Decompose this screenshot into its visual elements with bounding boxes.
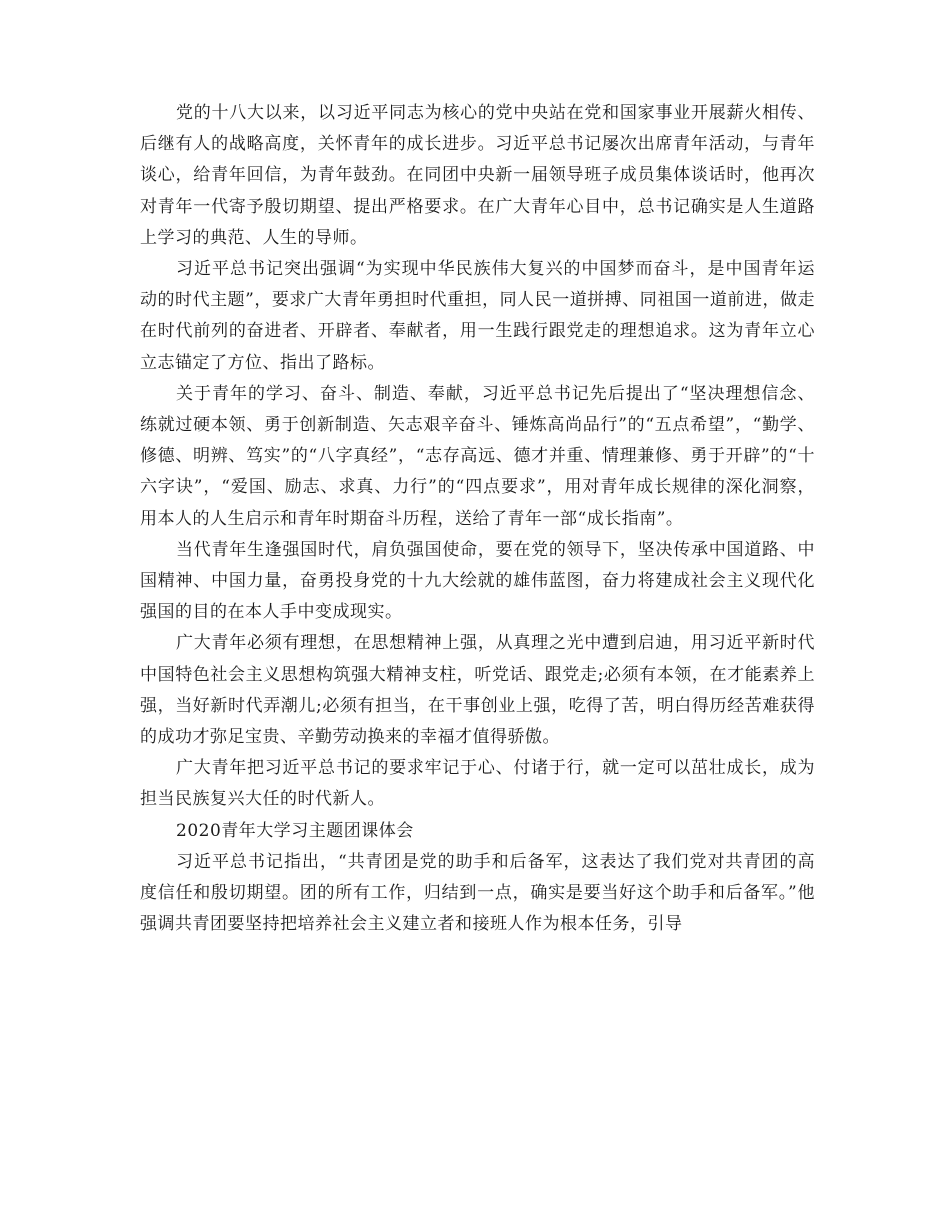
paragraph: 关于青年的学习、奋斗、制造、奉献，习近平总书记先后提出了“坚决理想信念、练就过硬本领、勇于创新制造、矢志艰辛奋斗、锤炼高尚品行”的“五点希望”，“勤学、修德、明辨、笃实”的“八字真经”，“志存高远、德才并重、情理兼修、勇于开辟”的“十六字诀”，“爱国、励志、求真、力行”的“四点要求”，用对青年成长规律的深化洞察，用本人的人生启示和青年时期奋斗历程，送给了青年一部“成长指南”。 <box>140 383 815 529</box>
section-heading: 2020青年大学习主题团课体会 <box>176 820 414 841</box>
document-body <box>140 98 815 940</box>
paragraph: 广大青年把习近平总书记的要求牢记于心、付诸于行，就一定可以茁壮成长，成为担当民族复兴大任的时代新人。 <box>140 758 815 810</box>
paragraph: 习近平总书记突出强调“为实现中华民族伟大复兴的中国梦而奋斗，是中国青年运动的时代主题”，要求广大青年勇担时代重担，同人民一道拼搏、同祖国一道前进，做走在时代前列的奋进者、开辟者、奉献者，用一生践行跟党走的理想追求。这为青年立心立志锚定了方位、指出了路标。 <box>140 259 815 373</box>
paragraph: 习近平总书记指出，“共青团是党的助手和后备军，这表达了我们党对共青团的高度信任和殷切期望。团的所有工作，归结到一点，确实是要当好这个助手和后备军。”他强调共青团要坚持把培养社会主义建立者和接班人作为根本任务，引导 <box>140 851 815 935</box>
paragraph: 党的十八大以来，以习近平同志为核心的党中央站在党和国家事业开展薪火相传、后继有人的战略高度，关怀青年的成长进步。习近平总书记屡次出席青年活动，与青年谈心，给青年回信，为青年鼓劲。在同团中央新一届领导班子成员集体谈话时，他再次对青年一代寄予殷切期望、提出严格要求。在广大青年心目中，总书记确实是人生道路上学习的典范、人生的导师。 <box>140 103 815 248</box>
paragraph: 当代青年生逢强国时代，肩负强国使命，要在党的领导下，坚决传承中国道路、中国精神、中国力量，奋勇投身党的十九大绘就的雄伟蓝图，奋力将建成社会主义现代化强国的目的在本人手中变成现实。 <box>140 539 815 623</box>
paragraph: 广大青年必须有理想，在思想精神上强，从真理之光中遭到启迪，用习近平新时代中国特色社会主义思想构筑强大精神支柱，听党话、跟党走;必须有本领，在才能素养上强，当好新时代弄潮儿;必须有担当，在干事创业上强，吃得了苦，明白得历经苦难获得的成功才弥足宝贵、辛勤劳动换来的幸福才值得骄傲。 <box>140 633 815 748</box>
